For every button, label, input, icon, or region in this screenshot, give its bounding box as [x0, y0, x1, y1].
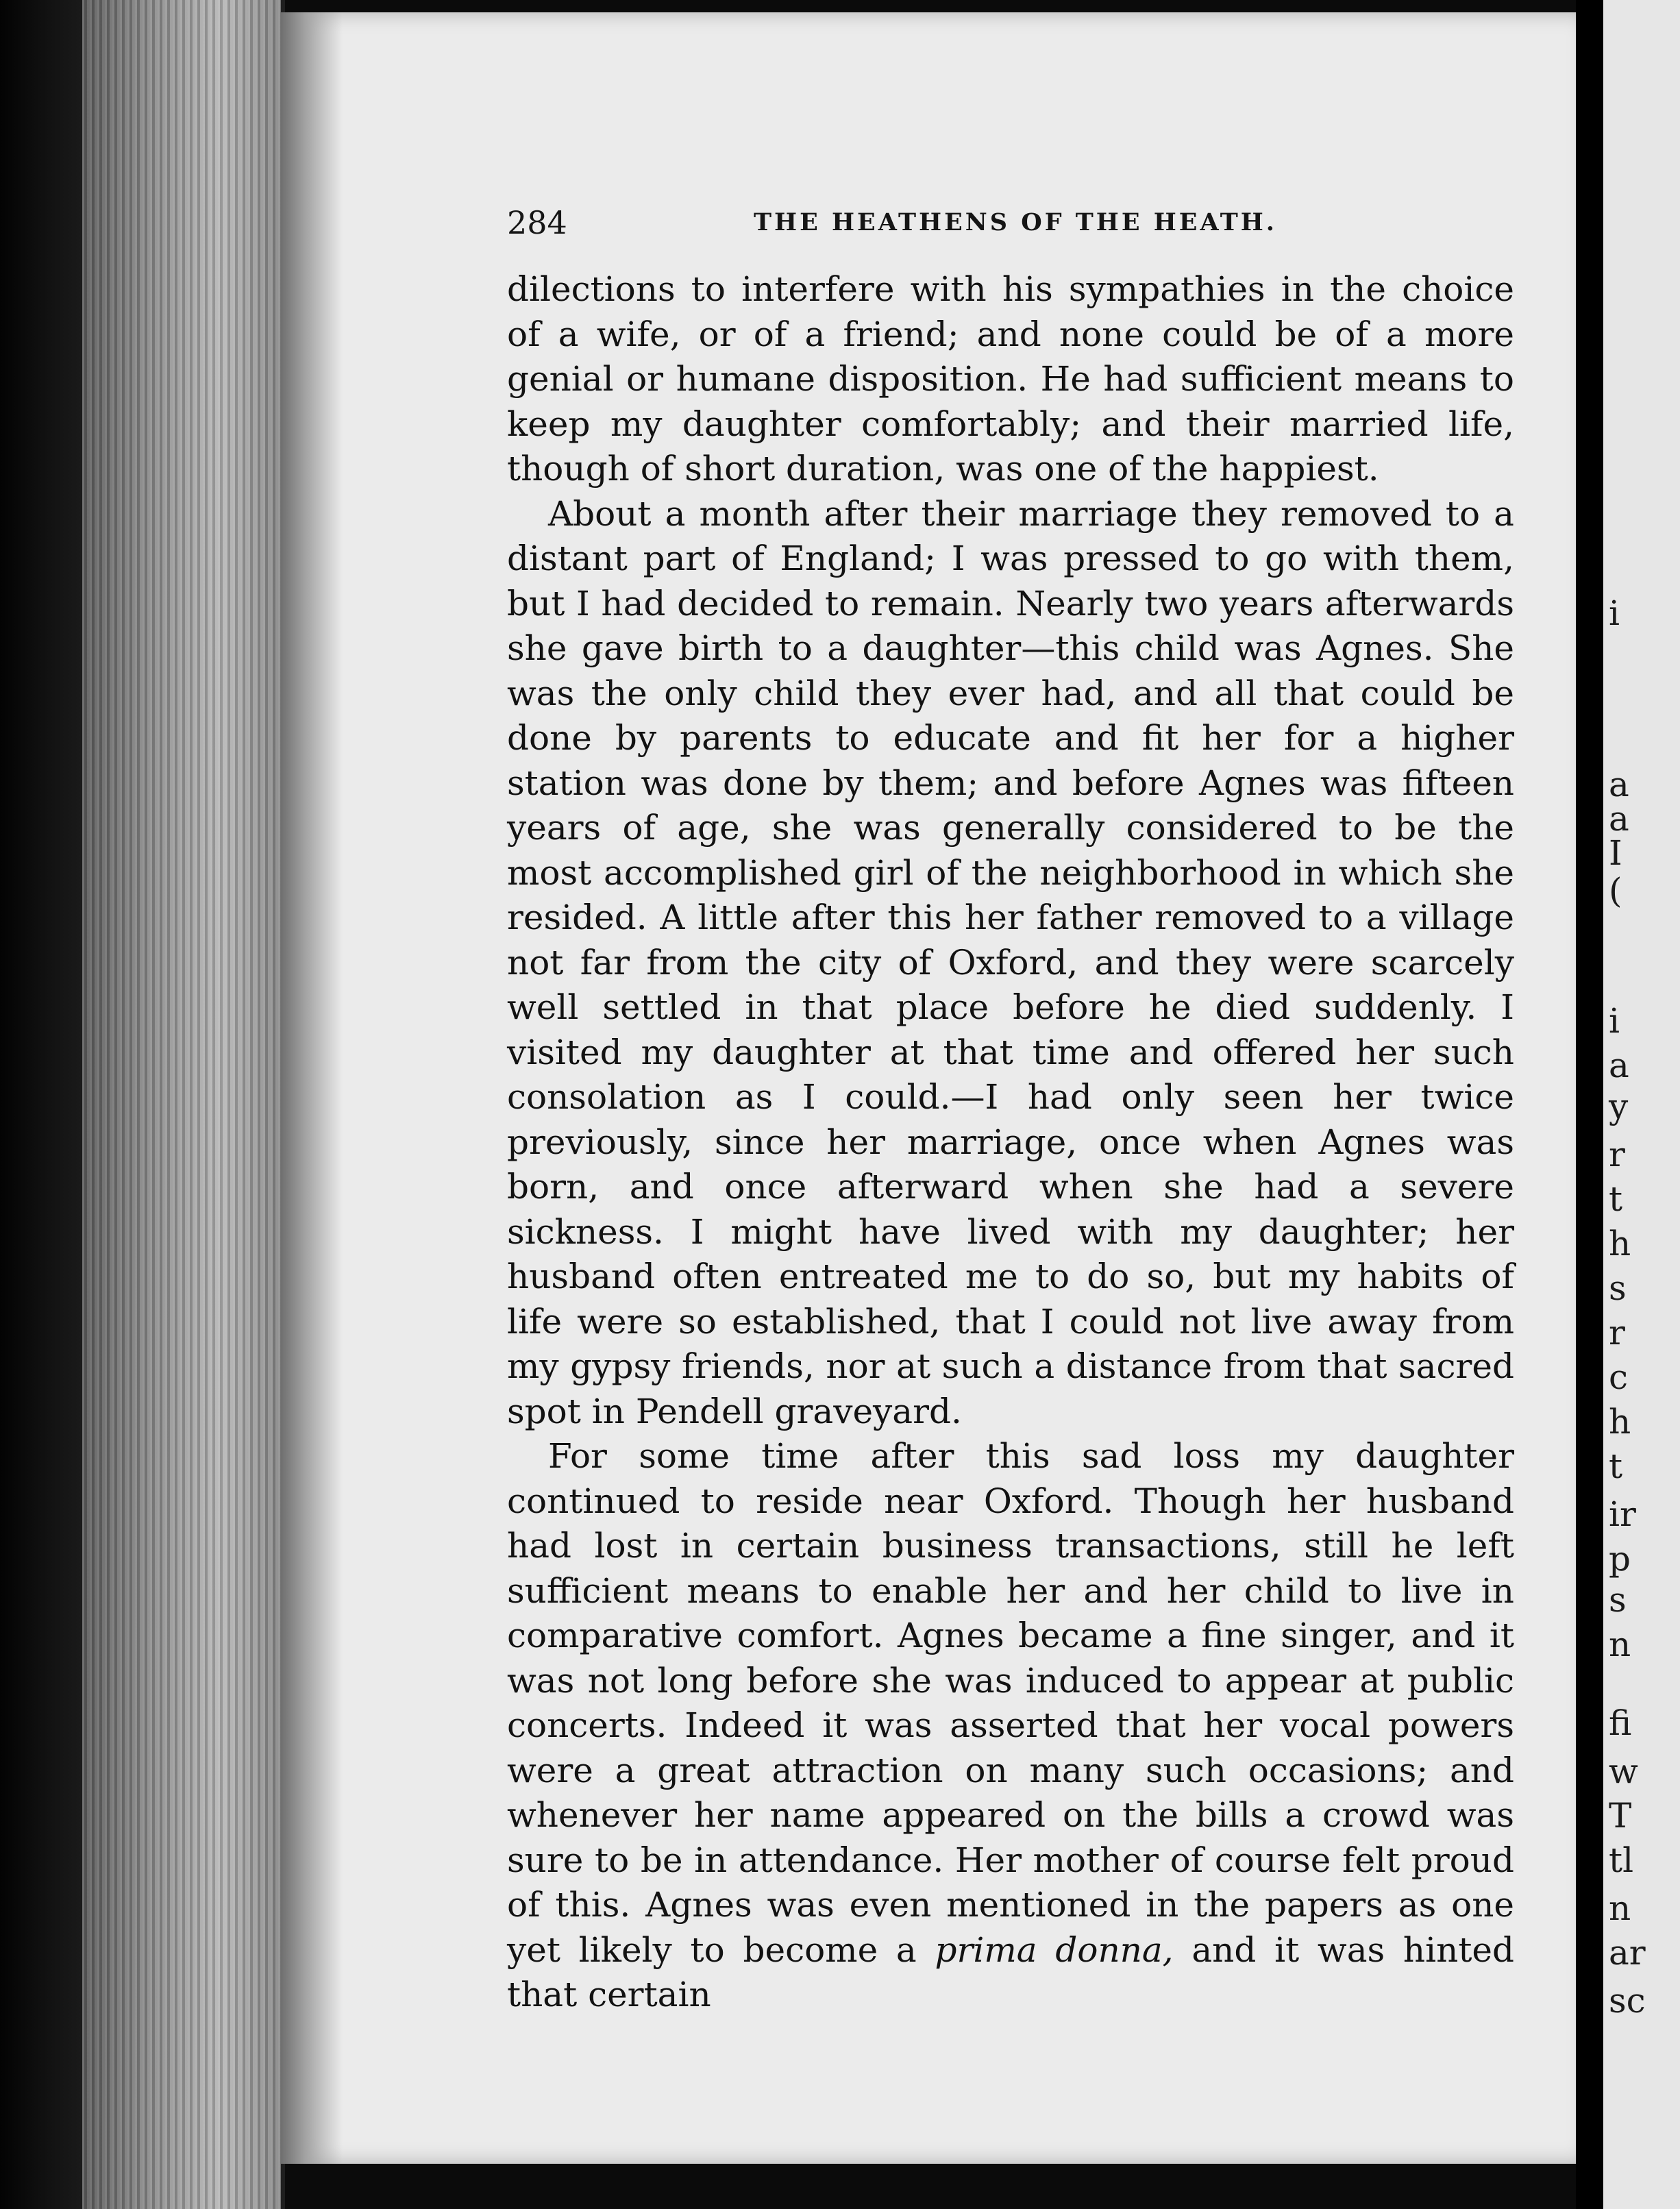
facing-page-letter: i — [1609, 1001, 1620, 1041]
paragraph-2: About a month after their marriage they removed to a distant part of England; I was pressed to go with them, but I had decided to remain. Nearly two years afterwards she gave birth to a daughter—this child was Agnes. She was the only child they ever had, and all that could be done by parents to educate and fit her for a higher station was done by them; and before Agnes was fifteen years of age, she was generally considered to be the most accomplished girl of the neighborhood in which she resided. A little after this her father removed to a village not far from the city of Oxford, and they were scarcely well settled in that place before he died suddenly. I visited my daughter at that time and offered her such consolation as I could.—I had only seen her twice previously, since her marriage, once when Agnes was born, and once afterward when she had a severe sickness. I might have lived with my daughter; her husband often entreated me to do so, but my habits of life were so established, that I could not live away from my gypsy friends, nor at such a distance from that sacred spot in Pendell graveyard. — [507, 493, 1514, 1431]
facing-page-letter: sc — [1609, 1981, 1646, 2021]
facing-page-letter: r — [1609, 1313, 1625, 1353]
running-title: THE HEATHENS OF THE HEATH. — [754, 208, 1277, 236]
facing-page-letter: I — [1609, 833, 1622, 873]
facing-page-letter: n — [1609, 1625, 1631, 1664]
facing-page-letter: y — [1609, 1087, 1629, 1126]
facing-page-letter: i — [1609, 593, 1620, 633]
facing-page-letter: t — [1609, 1446, 1623, 1486]
facing-page-letter: ar — [1609, 1933, 1646, 1973]
page-number: 284 — [507, 204, 567, 241]
book-fore-edge — [82, 0, 285, 2209]
facing-page-fragments — [1609, 0, 1680, 2209]
paragraph-3-tail: and it was hinted that certain — [507, 1929, 1515, 2014]
facing-page-letter: ( — [1609, 871, 1622, 911]
facing-page-letter: h — [1609, 1402, 1631, 1442]
facing-page-letter: c — [1609, 1357, 1629, 1397]
facing-page-edge — [1603, 0, 1680, 2209]
facing-page-letter: tl — [1609, 1840, 1634, 1880]
paragraph-3 — [507, 1434, 1514, 2018]
facing-page-letter: a — [1609, 765, 1629, 804]
facing-page-letter: T — [1609, 1796, 1632, 1836]
paragraph-3-italic: prima donna, — [935, 1929, 1174, 1970]
facing-page-letter: ir — [1609, 1494, 1636, 1534]
facing-page-letter: r — [1609, 1135, 1625, 1174]
facing-page-letter: a — [1609, 1046, 1629, 1085]
facing-page-letter: a — [1609, 799, 1629, 839]
running-head — [507, 204, 1507, 252]
book-spine-gap — [1576, 0, 1603, 2209]
facing-page-letter: w — [1609, 1751, 1638, 1791]
paragraph-3-text: For some time after this sad loss my daughter continued to reside near Oxford. Though her husband had lost in certain business transactions, still he left sufficient means to enable her and her child to live in comparative comfort. Agnes became a fine singer, and it was not long before she was induced to appear at public concerts. Indeed it was asserted that her vocal powers were a great attraction on many such occasions; and whenever her name appeared on the bills a crowd was sure to be in attendance. Her mother of course felt proud of this. Agnes was even mentioned in the papers as one yet likely to become a — [507, 1436, 1514, 1970]
book-shadow-left — [0, 0, 82, 2209]
paragraph-1: dilections to interfere with his sympathies in the choice of a wife, or of a friend; and none could be of a more genial or humane disposition. He had sufficient means to keep my daughter comfortably; and their married life, though of short duration, was one of the happiest. — [507, 269, 1514, 489]
facing-page-letter: fi — [1609, 1703, 1632, 1743]
facing-page-letter: p — [1609, 1539, 1631, 1579]
facing-page-letter: n — [1609, 1888, 1631, 1928]
facing-page-letter: h — [1609, 1224, 1631, 1263]
facing-page-letter: s — [1609, 1580, 1627, 1620]
facing-page-letter: t — [1609, 1179, 1623, 1219]
body-text — [507, 267, 1514, 2018]
page-gutter-shadow — [281, 12, 343, 2164]
facing-page-letter: s — [1609, 1268, 1627, 1308]
